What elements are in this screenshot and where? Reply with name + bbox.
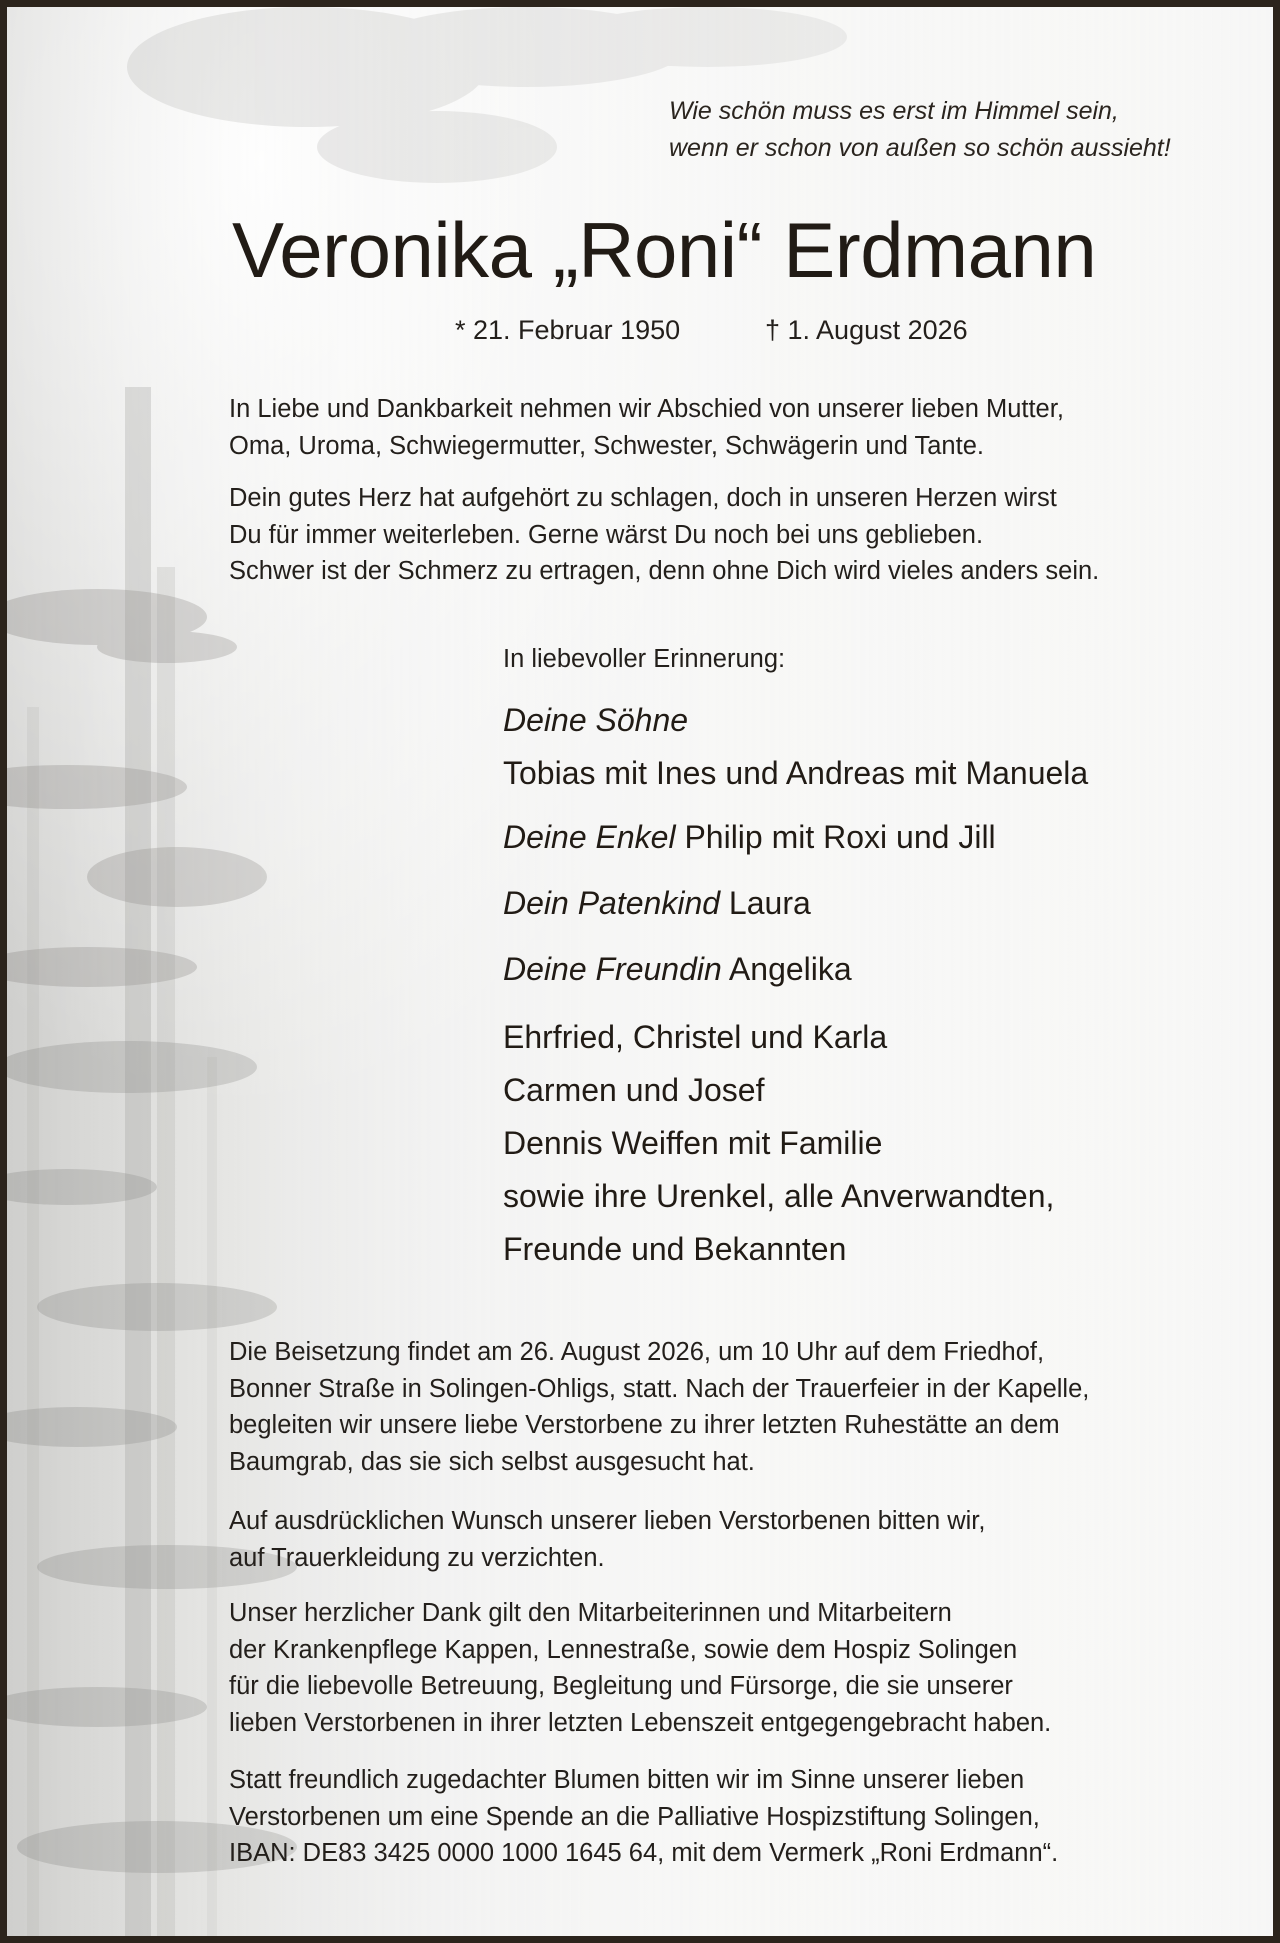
text-line: Schwer ist der Schmerz zu ertragen, denn ohne Dich wird vieles anders sein. [229, 557, 1100, 585]
text-line: begleiten wir unsere liebe Verstorbene zu ihrer letzten Ruhestätte an dem [229, 1411, 1060, 1439]
friend-label: Deine Freundin [503, 951, 722, 987]
text-line: Baumgrab, das sie sich selbst ausgesucht hat. [229, 1447, 755, 1476]
sons-names: Tobias mit Ines und Andreas mit Manuela [503, 755, 1089, 791]
mourner-line: Dennis Weiffen mit Familie [503, 1125, 883, 1161]
mourner-line: sowie ihre Urenkel, alle Anverwandten, [503, 1178, 1055, 1214]
grandchildren-line [503, 817, 1223, 857]
mourner-line: Carmen und Josef [503, 1072, 765, 1108]
quote-line: wenn er schon von außen so schön aussieht! [669, 134, 1171, 162]
godchild-label: Dein Patenkind [503, 885, 721, 921]
mourners-heading: In liebevoller Erinnerung: [503, 645, 786, 673]
quote-line: Wie schön muss es erst im Himmel sein, [669, 97, 1119, 125]
burial-paragraph [229, 1334, 1239, 1480]
text-line: Statt freundlich zugedachter Blumen bitten wir im Sinne unserer lieben [229, 1766, 1025, 1794]
text-line: lieben Verstorbenen in ihrer letzten Lebenszeit entgegengebracht haben. [229, 1708, 1052, 1737]
text-line: für die liebevolle Betreuung, Begleitung und Fürsorge, die sie unserer [229, 1672, 1013, 1700]
farewell-paragraph [229, 391, 1239, 464]
grandchildren-label: Deine Enkel [503, 819, 676, 855]
mourner-line: Ehrfried, Christel und Karla [503, 1019, 888, 1055]
text-line: Bonner Straße in Solingen-Ohligs, statt. Nach der Trauerfeier in der Kapelle, [229, 1374, 1090, 1403]
godchild-line [503, 883, 1223, 923]
friend-line [503, 949, 1223, 989]
donation-paragraph [229, 1762, 1239, 1872]
text-line: Verstorbenen um eine Spende an die Palliative Hospizstiftung Solingen, [229, 1802, 1040, 1831]
notice-content [7, 7, 1273, 1936]
text-line: auf Trauerkleidung zu verzichten. [229, 1543, 605, 1572]
thanks-paragraph [229, 1595, 1239, 1741]
mourner-line: Freunde und Bekannten [503, 1231, 847, 1267]
deceased-name: Veronika „Roni“ Erdmann [232, 206, 1097, 294]
birth-date: * 21. Februar 1950 [455, 315, 681, 345]
text-line: der Krankenpflege Kappen, Lennestraße, sowie dem Hospiz Solingen [229, 1635, 1018, 1664]
heart-paragraph [229, 480, 1239, 590]
death-date: † 1. August 2026 [765, 315, 968, 345]
text-line: IBAN: DE83 3425 0000 1000 1645 64, mit dem Vermerk „Roni Erdmann“. [229, 1839, 1059, 1867]
attire-paragraph [229, 1503, 1239, 1576]
text-line: Dein gutes Herz hat aufgehört zu schlagen, doch in unseren Herzen wirst [229, 484, 1057, 512]
grandchildren-names: Philip mit Roxi und Jill [684, 819, 996, 855]
text-line: Oma, Uroma, Schwiegermutter, Schwester, Schwägerin und Tante. [229, 431, 984, 460]
godchild-name: Laura [728, 885, 811, 921]
text-line: Unser herzlicher Dank gilt den Mitarbeiterinnen und Mitarbeitern [229, 1599, 952, 1627]
text-line: In Liebe und Dankbarkeit nehmen wir Abschied von unserer lieben Mutter, [229, 395, 1064, 423]
text-line: Die Beisetzung findet am 26. August 2026, um 10 Uhr auf dem Friedhof, [229, 1338, 1045, 1366]
friend-name: Angelika [728, 951, 852, 987]
epigraph-quote [669, 93, 1229, 167]
text-line: Auf ausdrücklichen Wunsch unserer lieben Verstorbenen bitten wir, [229, 1507, 986, 1535]
sons-label: Deine Söhne [503, 702, 689, 738]
text-line: Du für immer weiterleben. Gerne wärst Du noch bei uns geblieben. [229, 520, 984, 549]
